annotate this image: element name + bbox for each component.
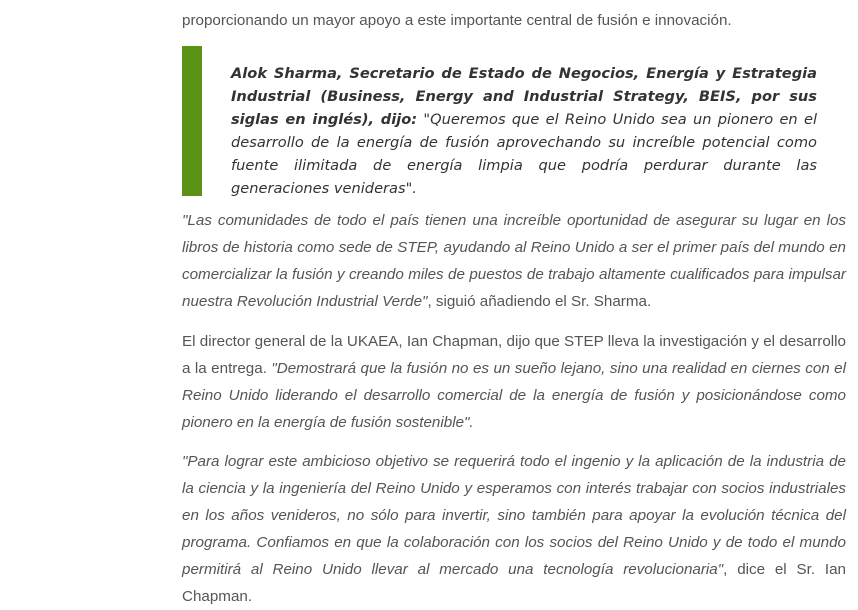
blockquote: [182, 46, 846, 196]
paragraph-1: [182, 207, 846, 315]
paragraph-3-quote: "Para lograr este ambicioso objetivo se requerirá todo el ingenio y la aplicación de la industria de la ciencia y la ingeniería del Reino Unido y esperamos con interés trabajar con socios industriales en los años venideros, no sólo para invertir, sino también para apoyar la evolución técnica del programa. Confiamos en que la colaboración con los socios del Reino Unido y de todo el mundo permitirá al Reino Unido llevar al mercado una tecnología revolucionaria": [182, 453, 846, 578]
quote-speaker: Alok Sharma, Secretario de Estado de Negocios, Energía y Estrategia Industrial (Business, Energy and Industrial Strategy, BEIS, por sus siglas en inglés), dijo:: [231, 65, 817, 128]
paragraph-3-tail: , dice el Sr. Ian Chapman.: [182, 561, 846, 605]
paragraph-2: [182, 328, 846, 436]
paragraph-2-quote: "Demostrará que la fusión no es un sueño lejano, sino una realidad en ciernes con el Reino Unido liderando el desarrollo comercial de la energía de fusión y posicionándose como pionero en la energía de fusión sostenible".: [182, 360, 846, 431]
paragraph-2-lead: El director general de la UKAEA, Ian Chapman, dijo que STEP lleva la investigación y el desarrollo a la entrega.: [182, 333, 846, 377]
quote-accent-bar: [182, 46, 202, 196]
intro-paragraph: [182, 0, 846, 34]
quote-text: [231, 62, 817, 200]
intro-text: proporcionando un mayor apoyo a este importante central de fusión e innovación.: [182, 12, 732, 29]
paragraph-1-tail: , siguió añadiendo el Sr. Sharma.: [427, 293, 652, 310]
paragraph-1-quote: "Las comunidades de todo el país tienen una increíble oportunidad de asegurar su lugar en los libros de historia como sede de STEP, ayudando al Reino Unido a ser el primer país del mundo en comercializar la fusión y creando miles de puestos de trabajo altamente cualificados para impulsar nuestra Revolución Industrial Verde": [182, 212, 846, 310]
paragraph-3: [182, 448, 846, 610]
quote-body: "Queremos que el Reino Unido sea un pionero en el desarrollo de la energía de fusión aprovechando su increíble potencial como fuente ilimitada de energía limpia que podría perdurar durante las generaciones venideras".: [231, 111, 818, 197]
